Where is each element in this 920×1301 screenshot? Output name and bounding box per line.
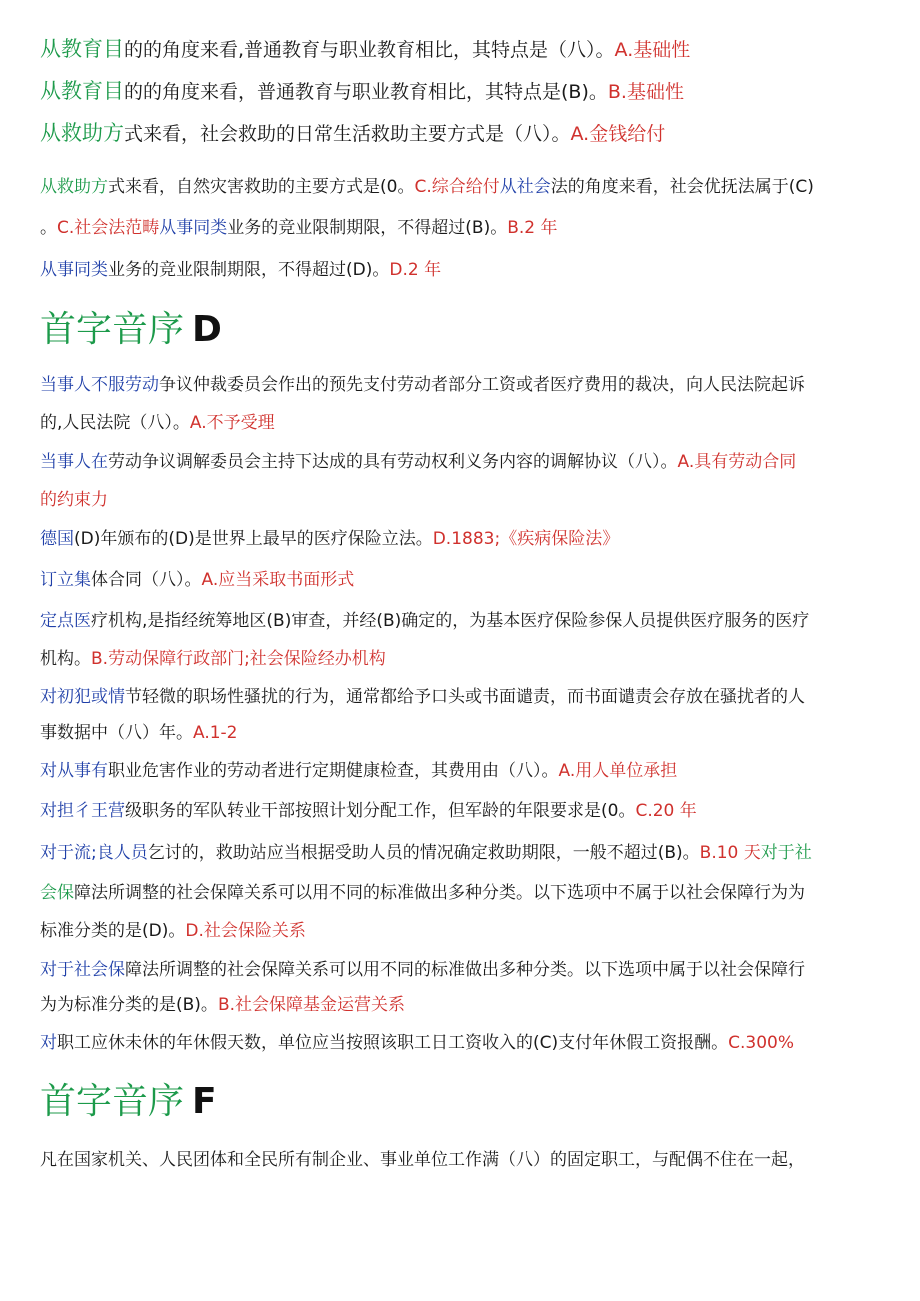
question-lead: 对从事有 — [40, 761, 108, 781]
question-text: 障法所调整的社会保障关系可以用不同的标准做出多种分类。以下选项中属于以社会保障行 — [125, 960, 805, 980]
question-lead: 从教育目 — [40, 79, 124, 103]
question-text: (D)年颁布的(D)是世界上最早的医疗保险立法。 — [74, 529, 433, 549]
question-lead: 对于流;良人员 — [40, 843, 148, 863]
heading-letter: F — [192, 1081, 217, 1122]
question-text: 凡在国家机关、人民团体和全民所有制企业、事业单位工作满（八）的固定职工，与配偶不住在一起， — [40, 1150, 805, 1170]
answer-text: D.社会保险关系 — [185, 921, 306, 941]
question-line — [40, 610, 885, 632]
answer-text: C.20 年 — [635, 801, 697, 821]
question-line — [40, 412, 885, 434]
question-line — [40, 1032, 885, 1054]
question-lead: 当事人不服劳动 — [40, 375, 159, 395]
answer-text: D.2 年 — [389, 260, 442, 280]
question-line — [40, 920, 885, 942]
question-text: 业务的竞业限制期限，不得超过(D)。 — [108, 260, 390, 280]
question-text: 式来看，社会救助的日常生活救助主要方式是（八）。 — [124, 123, 571, 145]
question-text: 机构。 — [40, 649, 91, 669]
question-lead: 从救助方 — [40, 121, 124, 145]
question-text: 节轻微的职场性骚扰的行为，通常都给予口头或书面谴责，而书面谴责会存放在骚扰者的人 — [125, 687, 805, 707]
question-line — [40, 1149, 885, 1171]
question-lead: 订立集 — [40, 570, 91, 590]
question-line — [40, 994, 885, 1016]
question-lead: 对于社会保 — [40, 960, 125, 980]
question-line — [40, 78, 885, 105]
question-line — [40, 569, 885, 591]
question-text: 式来看，自然灾害救助的主要方式是(0。 — [108, 177, 415, 197]
question-text: 职工应休未休的年休假天数，单位应当按照该职工日工资收入的(C)支付年休假工资报酬。 — [57, 1033, 729, 1053]
question-text: 体合同（八）。 — [91, 570, 202, 590]
question-line — [40, 451, 885, 473]
question-lead: 对初犯或情 — [40, 687, 125, 707]
question-lead: 从教育目 — [40, 37, 124, 61]
answer-text: A.应当采取书面形式 — [201, 570, 355, 590]
heading-label: 首字音序 — [40, 1081, 185, 1122]
heading-label: 首字音序 — [40, 309, 185, 350]
answer-text: A.具有劳动合同 — [677, 452, 797, 472]
question-line — [40, 36, 885, 63]
question-text: 争议仲裁委员会作出的预先支付劳动者部分工资或者医疗费用的裁决，向人民法院起诉 — [159, 375, 805, 395]
question-text: 障法所调整的社会保障关系可以用不同的标准做出多种分类。以下选项中不属于以社会保障行为为 — [74, 883, 805, 903]
question-lead: 定点医 — [40, 611, 91, 631]
question-lead: 会保 — [40, 883, 74, 903]
answer-text: C.社会法范畴 — [57, 218, 160, 238]
question-line — [40, 842, 885, 864]
question-text: 事数据中（八）年。 — [40, 723, 193, 743]
answer-text: A.金钱给付 — [570, 123, 666, 145]
answer-text: C.综合给付 — [414, 177, 500, 197]
question-text: 的的角度来看，普通教育与职业教育相比，其特点是(B)。 — [124, 81, 608, 103]
question-lead: 从救助方 — [40, 177, 108, 197]
answer-text: B.基础性 — [607, 81, 684, 103]
answer-text: B.社会保障基金运营关系 — [217, 995, 406, 1015]
question-lead: 对担彳王营 — [40, 801, 125, 821]
question-line — [40, 648, 885, 670]
answer-text: A.用人单位承担 — [558, 761, 678, 781]
answer-text: A.基础性 — [614, 39, 691, 61]
question-lead: 对于社 — [760, 843, 812, 863]
section-heading-d — [40, 308, 222, 352]
question-line — [40, 528, 885, 550]
question-text: 法的角度来看，社会优抚法属于(C) — [550, 177, 814, 197]
question-text: 标准分类的是(D)。 — [40, 921, 186, 941]
heading-letter: D — [192, 309, 222, 350]
answer-text: C.300% — [728, 1033, 795, 1053]
question-line — [40, 959, 885, 981]
question-text: 乞讨的，救助站应当根据受助人员的情况确定救助期限，一般不超过(B)。 — [147, 843, 700, 863]
question-text: 疗机构,是指经统筹地区(B)审查，并经(B)确定的，为基本医疗保险参保人员提供医疗服务的医疗 — [91, 611, 810, 631]
question-lead: 德国 — [40, 529, 74, 549]
question-lead: 从事同类 — [159, 218, 228, 238]
question-line — [40, 489, 885, 511]
question-text: 的,人民法院（八）。 — [40, 413, 190, 433]
question-line — [40, 259, 885, 281]
question-line — [40, 800, 885, 822]
question-line — [40, 760, 885, 782]
answer-text: A.不予受理 — [189, 413, 275, 433]
question-text: 劳动争议调解委员会主持下达成的具有劳动权利义务内容的调解协议（八）。 — [108, 452, 678, 472]
question-text: 职业危害作业的劳动者进行定期健康检查，其费用由（八）。 — [108, 761, 559, 781]
answer-text: D.1883;《疾病保险法》 — [432, 529, 620, 549]
question-text: 级职务的军队转业干部按照计划分配工作，但军龄的年限要求是(0。 — [125, 801, 636, 821]
answer-text: B.劳动保障行政部门;社会保险经办机构 — [91, 649, 386, 669]
question-lead: 从社会 — [499, 177, 551, 197]
question-line — [40, 686, 885, 708]
question-line — [40, 374, 885, 396]
question-lead: 当事人在 — [40, 452, 108, 472]
question-line — [40, 882, 885, 904]
answer-text: 的约束力 — [40, 490, 108, 510]
question-line — [40, 176, 885, 198]
section-heading-f — [40, 1080, 217, 1124]
question-lead: 对 — [40, 1033, 57, 1053]
question-text: 的的角度来看,普通教育与职业教育相比，其特点是（八）。 — [124, 39, 615, 61]
answer-text: A.1-2 — [193, 723, 238, 743]
question-line — [40, 722, 885, 744]
answer-text: B.10 天 — [699, 843, 761, 863]
question-lead: 从事同类 — [40, 260, 108, 280]
question-line — [40, 217, 885, 239]
answer-text: B.2 年 — [507, 218, 558, 238]
question-text: 为为标准分类的是(B)。 — [40, 995, 218, 1015]
question-line — [40, 120, 885, 147]
question-text: 业务的竞业限制期限，不得超过(B)。 — [227, 218, 508, 238]
question-text: 。 — [40, 218, 57, 238]
